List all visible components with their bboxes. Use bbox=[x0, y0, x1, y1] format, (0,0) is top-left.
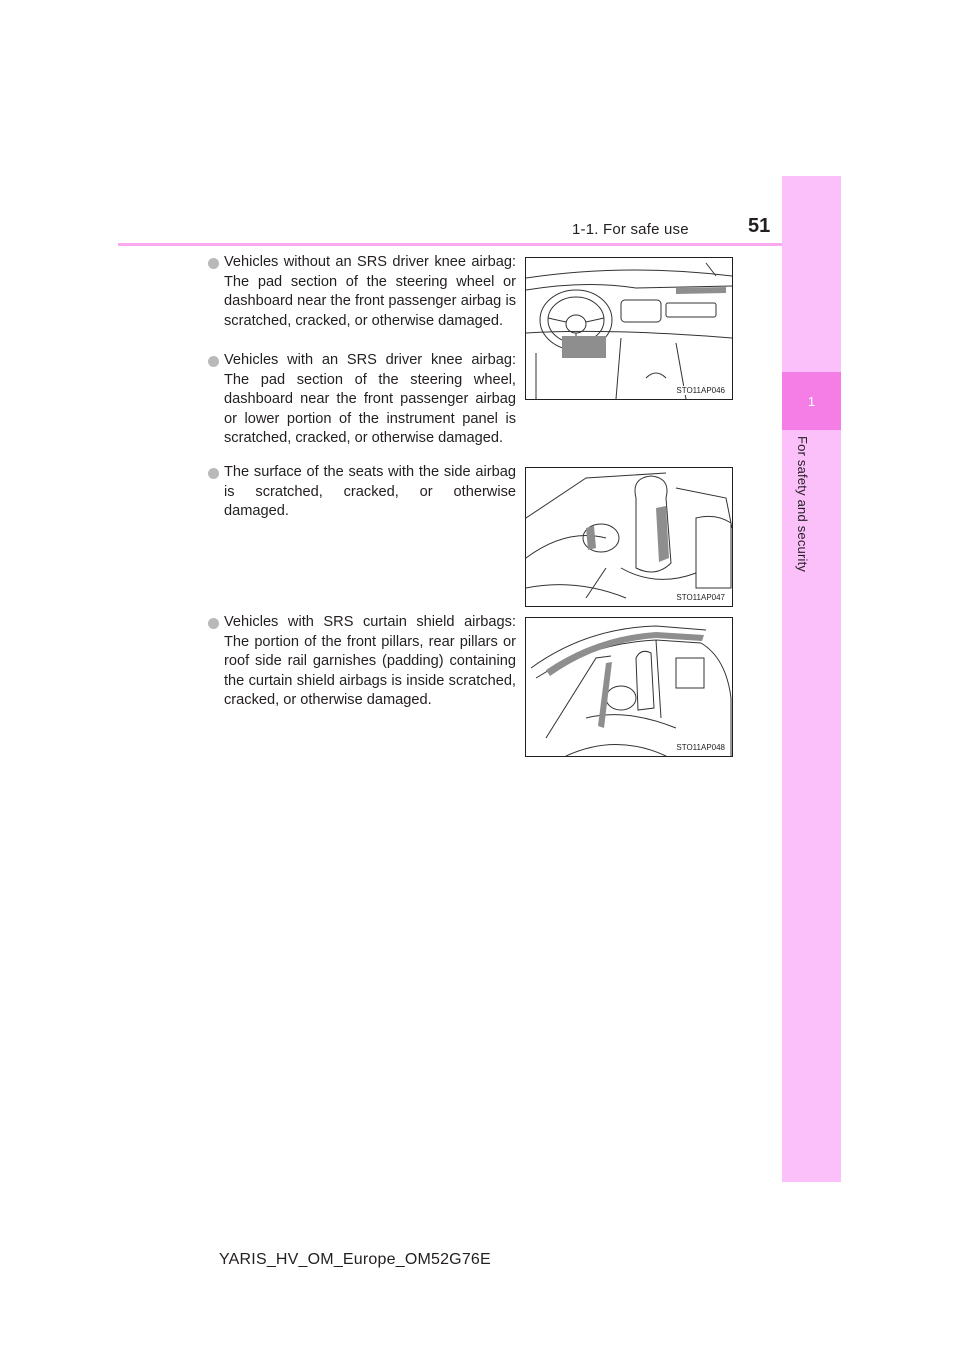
list-item bbox=[224, 253, 516, 331]
curtain-airbag-illustration bbox=[525, 617, 733, 757]
seat-drawing bbox=[526, 468, 732, 606]
bullet-icon bbox=[208, 618, 219, 629]
list-item-text: Vehicles with an SRS driver knee airbag: The pad section of the steering wheel, dashboard near the front passenger airbag or lower portion of the instrument panel is scratched, cracked, or otherwise damaged. bbox=[224, 352, 516, 446]
page-number: 51 bbox=[748, 215, 771, 237]
chapter-side-tab bbox=[782, 176, 841, 1182]
curtain-drawing bbox=[526, 618, 732, 756]
list-item bbox=[224, 351, 516, 449]
bullet-icon bbox=[208, 468, 219, 479]
figure-code: STO11AP048 bbox=[676, 743, 725, 752]
seat-side-airbag-illustration bbox=[525, 467, 733, 607]
dashboard-illustration bbox=[525, 257, 733, 400]
dashboard-drawing bbox=[526, 258, 732, 399]
list-item bbox=[224, 463, 516, 522]
chapter-number-tab[interactable]: 1 bbox=[782, 372, 841, 430]
list-item-text: Vehicles with SRS curtain shield airbags: The portion of the front pillars, rear pillars or roof side rail garnishes (padding) containing the curtain shield airbags is inside scratched, cracked, or otherwise damaged. bbox=[224, 614, 516, 708]
header-divider bbox=[118, 243, 782, 246]
list-item-text: The surface of the seats with the side airbag is scratched, cracked, or otherwise damaged. bbox=[224, 464, 516, 519]
bullet-icon bbox=[208, 356, 219, 367]
document-id-footer: YARIS_HV_OM_Europe_OM52G76E bbox=[219, 1251, 491, 1268]
chapter-title-vertical: For safety and security bbox=[795, 436, 810, 573]
figure-code: STO11AP047 bbox=[676, 593, 725, 602]
list-item-text: Vehicles without an SRS driver knee airbag: The pad section of the steering wheel or dashboard near the front passenger airbag is scratched, cracked, or otherwise damaged. bbox=[224, 254, 516, 329]
list-item bbox=[224, 613, 516, 711]
section-title: 1-1. For safe use bbox=[572, 221, 689, 238]
figure-code: STO11AP046 bbox=[676, 386, 725, 395]
bullet-icon bbox=[208, 258, 219, 269]
